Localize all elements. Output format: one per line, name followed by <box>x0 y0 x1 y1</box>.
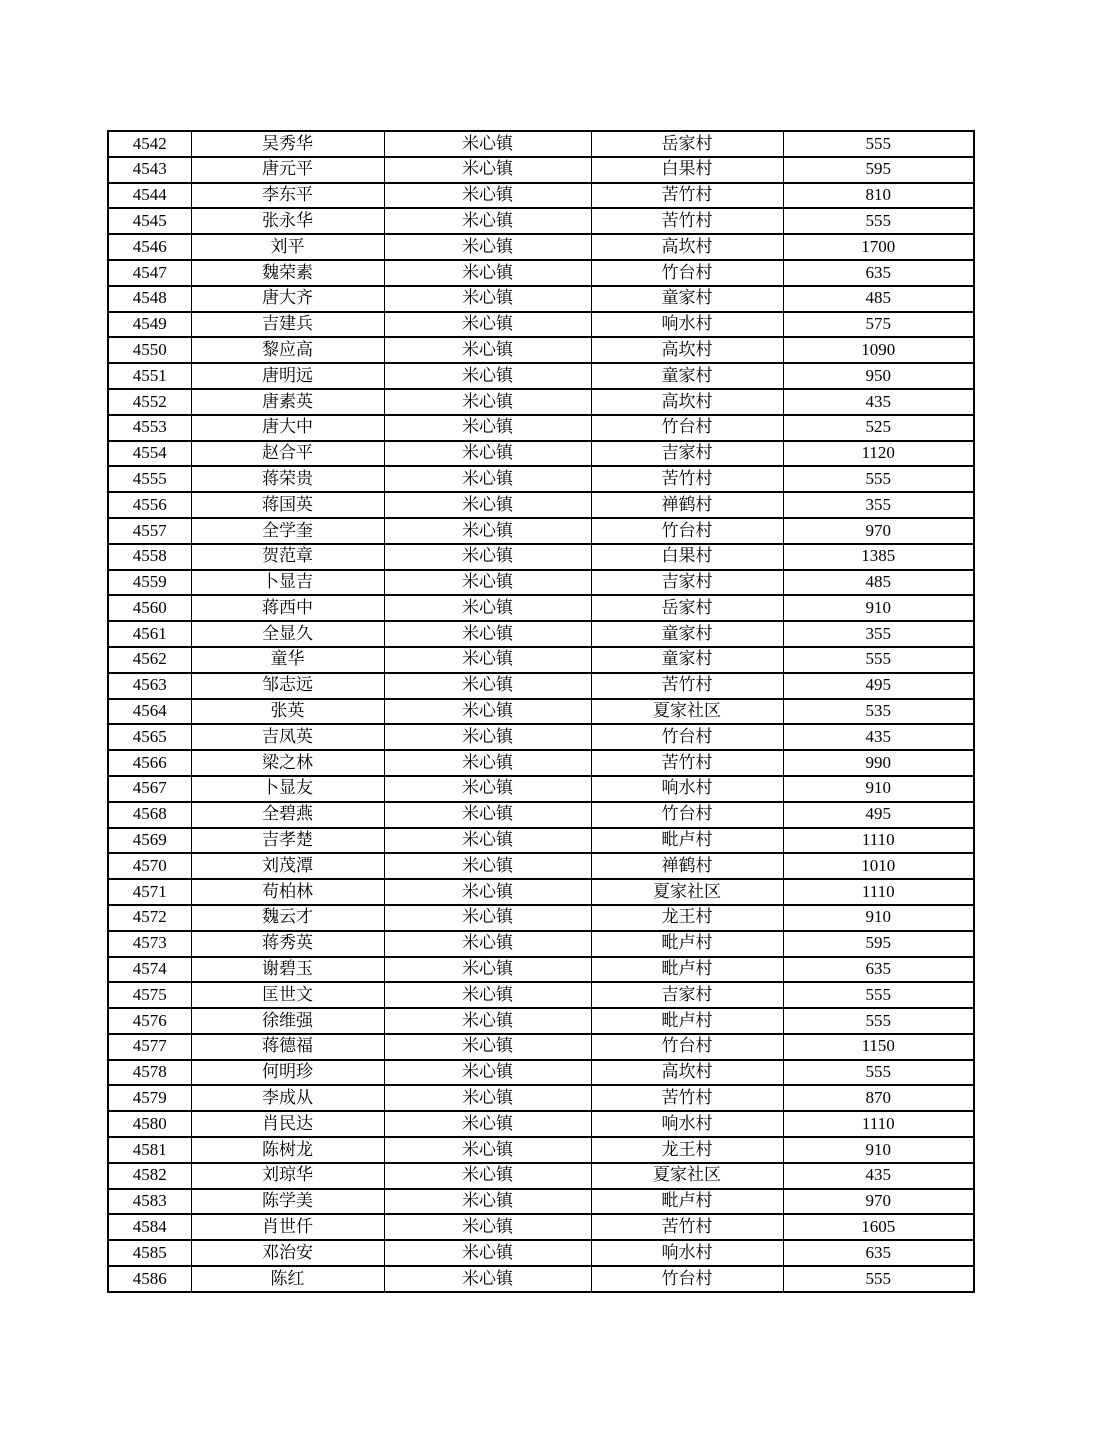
table-row <box>108 621 974 647</box>
amount-cell: 1605 <box>783 1214 974 1240</box>
name-cell: 全碧燕 <box>191 802 384 828</box>
name-cell: 何明珍 <box>191 1060 384 1086</box>
id-cell: 4546 <box>108 234 191 260</box>
name-cell: 蒋秀英 <box>191 931 384 957</box>
amount-cell: 635 <box>783 957 974 983</box>
amount-cell: 355 <box>783 492 974 518</box>
name-cell: 李东平 <box>191 183 384 209</box>
town-cell: 米心镇 <box>384 750 591 776</box>
town-cell: 米心镇 <box>384 879 591 905</box>
amount-cell: 595 <box>783 931 974 957</box>
id-cell: 4544 <box>108 183 191 209</box>
table-row <box>108 208 974 234</box>
amount-cell: 870 <box>783 1085 974 1111</box>
id-cell: 4557 <box>108 518 191 544</box>
amount-cell: 1110 <box>783 879 974 905</box>
town-cell: 米心镇 <box>384 131 591 157</box>
village-cell: 苦竹村 <box>591 466 783 492</box>
table-row <box>108 879 974 905</box>
amount-cell: 435 <box>783 724 974 750</box>
name-cell: 梁之林 <box>191 750 384 776</box>
name-cell: 卜显友 <box>191 776 384 802</box>
table-row <box>108 931 974 957</box>
id-cell: 4567 <box>108 776 191 802</box>
table-row <box>108 673 974 699</box>
town-cell: 米心镇 <box>384 466 591 492</box>
id-cell: 4549 <box>108 312 191 338</box>
table-row <box>108 570 974 596</box>
name-cell: 苟柏林 <box>191 879 384 905</box>
name-cell: 蒋国英 <box>191 492 384 518</box>
amount-cell: 910 <box>783 595 974 621</box>
amount-cell: 435 <box>783 1163 974 1189</box>
town-cell: 米心镇 <box>384 1189 591 1215</box>
table-row <box>108 337 974 363</box>
name-cell: 张永华 <box>191 208 384 234</box>
town-cell: 米心镇 <box>384 802 591 828</box>
town-cell: 米心镇 <box>384 931 591 957</box>
table-row <box>108 1163 974 1189</box>
name-cell: 蒋德福 <box>191 1034 384 1060</box>
table-row <box>108 699 974 725</box>
amount-cell: 1090 <box>783 337 974 363</box>
table-row <box>108 647 974 673</box>
id-cell: 4579 <box>108 1085 191 1111</box>
table-row <box>108 157 974 183</box>
table-row <box>108 234 974 260</box>
name-cell: 卜显吉 <box>191 570 384 596</box>
id-cell: 4545 <box>108 208 191 234</box>
name-cell: 黎应高 <box>191 337 384 363</box>
town-cell: 米心镇 <box>384 183 591 209</box>
amount-cell: 1700 <box>783 234 974 260</box>
name-cell: 童华 <box>191 647 384 673</box>
id-cell: 4576 <box>108 1008 191 1034</box>
table-row <box>108 518 974 544</box>
name-cell: 唐大中 <box>191 415 384 441</box>
name-cell: 蒋西中 <box>191 595 384 621</box>
id-cell: 4550 <box>108 337 191 363</box>
id-cell: 4563 <box>108 673 191 699</box>
table-row <box>108 853 974 879</box>
village-cell: 童家村 <box>591 363 783 389</box>
records-table-body <box>108 131 974 1292</box>
amount-cell: 555 <box>783 1008 974 1034</box>
amount-cell: 910 <box>783 776 974 802</box>
id-cell: 4565 <box>108 724 191 750</box>
id-cell: 4555 <box>108 466 191 492</box>
amount-cell: 1010 <box>783 853 974 879</box>
town-cell: 米心镇 <box>384 518 591 544</box>
name-cell: 唐元平 <box>191 157 384 183</box>
name-cell: 蒋荣贵 <box>191 466 384 492</box>
village-cell: 毗卢村 <box>591 828 783 854</box>
village-cell: 竹台村 <box>591 415 783 441</box>
id-cell: 4569 <box>108 828 191 854</box>
town-cell: 米心镇 <box>384 1137 591 1163</box>
table-row <box>108 982 974 1008</box>
name-cell: 唐大齐 <box>191 286 384 312</box>
table-row <box>108 466 974 492</box>
town-cell: 米心镇 <box>384 492 591 518</box>
id-cell: 4543 <box>108 157 191 183</box>
id-cell: 4580 <box>108 1111 191 1137</box>
village-cell: 竹台村 <box>591 724 783 750</box>
name-cell: 全显久 <box>191 621 384 647</box>
name-cell: 肖世仟 <box>191 1214 384 1240</box>
name-cell: 李成从 <box>191 1085 384 1111</box>
name-cell: 谢碧玉 <box>191 957 384 983</box>
amount-cell: 555 <box>783 208 974 234</box>
amount-cell: 810 <box>783 183 974 209</box>
id-cell: 4554 <box>108 441 191 467</box>
amount-cell: 595 <box>783 157 974 183</box>
village-cell: 苦竹村 <box>591 183 783 209</box>
table-row <box>108 1214 974 1240</box>
amount-cell: 555 <box>783 982 974 1008</box>
name-cell: 吉孝楚 <box>191 828 384 854</box>
amount-cell: 1110 <box>783 828 974 854</box>
table-row <box>108 802 974 828</box>
town-cell: 米心镇 <box>384 982 591 1008</box>
table-row <box>108 828 974 854</box>
name-cell: 陈红 <box>191 1266 384 1292</box>
village-cell: 响水村 <box>591 1111 783 1137</box>
village-cell: 毗卢村 <box>591 1008 783 1034</box>
name-cell: 吉凤英 <box>191 724 384 750</box>
amount-cell: 970 <box>783 518 974 544</box>
village-cell: 竹台村 <box>591 518 783 544</box>
village-cell: 竹台村 <box>591 1034 783 1060</box>
village-cell: 苦竹村 <box>591 1085 783 1111</box>
name-cell: 吉建兵 <box>191 312 384 338</box>
town-cell: 米心镇 <box>384 544 591 570</box>
name-cell: 唐明远 <box>191 363 384 389</box>
town-cell: 米心镇 <box>384 1060 591 1086</box>
town-cell: 米心镇 <box>384 957 591 983</box>
village-cell: 禅鹤村 <box>591 853 783 879</box>
id-cell: 4561 <box>108 621 191 647</box>
id-cell: 4566 <box>108 750 191 776</box>
table-row <box>108 389 974 415</box>
amount-cell: 555 <box>783 1060 974 1086</box>
name-cell: 陈学美 <box>191 1189 384 1215</box>
town-cell: 米心镇 <box>384 1085 591 1111</box>
id-cell: 4582 <box>108 1163 191 1189</box>
town-cell: 米心镇 <box>384 853 591 879</box>
amount-cell: 495 <box>783 673 974 699</box>
village-cell: 禅鹤村 <box>591 492 783 518</box>
table-row <box>108 1060 974 1086</box>
town-cell: 米心镇 <box>384 157 591 183</box>
town-cell: 米心镇 <box>384 441 591 467</box>
town-cell: 米心镇 <box>384 595 591 621</box>
name-cell: 匡世文 <box>191 982 384 1008</box>
amount-cell: 1150 <box>783 1034 974 1060</box>
name-cell: 贺范章 <box>191 544 384 570</box>
table-row <box>108 1034 974 1060</box>
amount-cell: 525 <box>783 415 974 441</box>
table-row <box>108 750 974 776</box>
table-row <box>108 724 974 750</box>
amount-cell: 910 <box>783 1137 974 1163</box>
amount-cell: 555 <box>783 647 974 673</box>
town-cell: 米心镇 <box>384 286 591 312</box>
village-cell: 响水村 <box>591 1240 783 1266</box>
table-row <box>108 776 974 802</box>
town-cell: 米心镇 <box>384 1163 591 1189</box>
id-cell: 4572 <box>108 905 191 931</box>
town-cell: 米心镇 <box>384 905 591 931</box>
town-cell: 米心镇 <box>384 234 591 260</box>
id-cell: 4574 <box>108 957 191 983</box>
name-cell: 陈树龙 <box>191 1137 384 1163</box>
id-cell: 4560 <box>108 595 191 621</box>
village-cell: 童家村 <box>591 286 783 312</box>
name-cell: 张英 <box>191 699 384 725</box>
village-cell: 高坎村 <box>591 337 783 363</box>
id-cell: 4573 <box>108 931 191 957</box>
village-cell: 高坎村 <box>591 389 783 415</box>
name-cell: 刘茂潭 <box>191 853 384 879</box>
name-cell: 吴秀华 <box>191 131 384 157</box>
table-row <box>108 544 974 570</box>
id-cell: 4584 <box>108 1214 191 1240</box>
village-cell: 白果村 <box>591 544 783 570</box>
village-cell: 苦竹村 <box>591 1214 783 1240</box>
id-cell: 4571 <box>108 879 191 905</box>
table-row <box>108 1137 974 1163</box>
table-row <box>108 183 974 209</box>
amount-cell: 990 <box>783 750 974 776</box>
id-cell: 4564 <box>108 699 191 725</box>
amount-cell: 435 <box>783 389 974 415</box>
id-cell: 4570 <box>108 853 191 879</box>
table-row <box>108 312 974 338</box>
name-cell: 魏云才 <box>191 905 384 931</box>
amount-cell: 485 <box>783 570 974 596</box>
village-cell: 毗卢村 <box>591 1189 783 1215</box>
village-cell: 苦竹村 <box>591 673 783 699</box>
amount-cell: 495 <box>783 802 974 828</box>
id-cell: 4583 <box>108 1189 191 1215</box>
amount-cell: 910 <box>783 905 974 931</box>
table-row <box>108 131 974 157</box>
village-cell: 龙王村 <box>591 905 783 931</box>
name-cell: 赵合平 <box>191 441 384 467</box>
id-cell: 4548 <box>108 286 191 312</box>
amount-cell: 1120 <box>783 441 974 467</box>
table-row <box>108 363 974 389</box>
village-cell: 苦竹村 <box>591 750 783 776</box>
village-cell: 高坎村 <box>591 234 783 260</box>
table-row <box>108 415 974 441</box>
name-cell: 全学奎 <box>191 518 384 544</box>
table-row <box>108 1240 974 1266</box>
id-cell: 4578 <box>108 1060 191 1086</box>
id-cell: 4551 <box>108 363 191 389</box>
id-cell: 4586 <box>108 1266 191 1292</box>
table-row <box>108 286 974 312</box>
town-cell: 米心镇 <box>384 312 591 338</box>
town-cell: 米心镇 <box>384 208 591 234</box>
town-cell: 米心镇 <box>384 389 591 415</box>
amount-cell: 555 <box>783 466 974 492</box>
town-cell: 米心镇 <box>384 776 591 802</box>
amount-cell: 635 <box>783 260 974 286</box>
village-cell: 毗卢村 <box>591 931 783 957</box>
town-cell: 米心镇 <box>384 724 591 750</box>
town-cell: 米心镇 <box>384 337 591 363</box>
table-row <box>108 905 974 931</box>
amount-cell: 970 <box>783 1189 974 1215</box>
town-cell: 米心镇 <box>384 699 591 725</box>
id-cell: 4581 <box>108 1137 191 1163</box>
table-row <box>108 1189 974 1215</box>
town-cell: 米心镇 <box>384 828 591 854</box>
id-cell: 4556 <box>108 492 191 518</box>
town-cell: 米心镇 <box>384 621 591 647</box>
village-cell: 竹台村 <box>591 802 783 828</box>
id-cell: 4552 <box>108 389 191 415</box>
amount-cell: 950 <box>783 363 974 389</box>
amount-cell: 1385 <box>783 544 974 570</box>
table-row <box>108 441 974 467</box>
name-cell: 唐素英 <box>191 389 384 415</box>
town-cell: 米心镇 <box>384 363 591 389</box>
village-cell: 童家村 <box>591 647 783 673</box>
amount-cell: 635 <box>783 1240 974 1266</box>
town-cell: 米心镇 <box>384 570 591 596</box>
id-cell: 4553 <box>108 415 191 441</box>
town-cell: 米心镇 <box>384 1034 591 1060</box>
name-cell: 魏荣素 <box>191 260 384 286</box>
table-row <box>108 957 974 983</box>
village-cell: 响水村 <box>591 776 783 802</box>
table-row <box>108 595 974 621</box>
amount-cell: 555 <box>783 131 974 157</box>
name-cell: 徐维强 <box>191 1008 384 1034</box>
id-cell: 4558 <box>108 544 191 570</box>
town-cell: 米心镇 <box>384 260 591 286</box>
village-cell: 吉家村 <box>591 570 783 596</box>
village-cell: 夏家社区 <box>591 879 783 905</box>
village-cell: 高坎村 <box>591 1060 783 1086</box>
name-cell: 刘琼华 <box>191 1163 384 1189</box>
amount-cell: 1110 <box>783 1111 974 1137</box>
village-cell: 夏家社区 <box>591 1163 783 1189</box>
name-cell: 刘平 <box>191 234 384 260</box>
id-cell: 4542 <box>108 131 191 157</box>
town-cell: 米心镇 <box>384 673 591 699</box>
records-table <box>107 130 975 1293</box>
village-cell: 岳家村 <box>591 595 783 621</box>
name-cell: 邓治安 <box>191 1240 384 1266</box>
table-row <box>108 1008 974 1034</box>
town-cell: 米心镇 <box>384 647 591 673</box>
id-cell: 4559 <box>108 570 191 596</box>
village-cell: 毗卢村 <box>591 957 783 983</box>
table-row <box>108 1085 974 1111</box>
id-cell: 4547 <box>108 260 191 286</box>
town-cell: 米心镇 <box>384 1266 591 1292</box>
village-cell: 苦竹村 <box>591 208 783 234</box>
id-cell: 4562 <box>108 647 191 673</box>
amount-cell: 485 <box>783 286 974 312</box>
id-cell: 4575 <box>108 982 191 1008</box>
table-row <box>108 260 974 286</box>
village-cell: 竹台村 <box>591 260 783 286</box>
town-cell: 米心镇 <box>384 1240 591 1266</box>
id-cell: 4577 <box>108 1034 191 1060</box>
village-cell: 童家村 <box>591 621 783 647</box>
amount-cell: 535 <box>783 699 974 725</box>
id-cell: 4568 <box>108 802 191 828</box>
town-cell: 米心镇 <box>384 1008 591 1034</box>
village-cell: 夏家社区 <box>591 699 783 725</box>
amount-cell: 555 <box>783 1266 974 1292</box>
town-cell: 米心镇 <box>384 1214 591 1240</box>
village-cell: 响水村 <box>591 312 783 338</box>
id-cell: 4585 <box>108 1240 191 1266</box>
village-cell: 吉家村 <box>591 441 783 467</box>
village-cell: 岳家村 <box>591 131 783 157</box>
amount-cell: 575 <box>783 312 974 338</box>
name-cell: 肖民达 <box>191 1111 384 1137</box>
village-cell: 吉家村 <box>591 982 783 1008</box>
table-row <box>108 1111 974 1137</box>
amount-cell: 355 <box>783 621 974 647</box>
table-row <box>108 492 974 518</box>
table-row <box>108 1266 974 1292</box>
town-cell: 米心镇 <box>384 415 591 441</box>
town-cell: 米心镇 <box>384 1111 591 1137</box>
name-cell: 邹志远 <box>191 673 384 699</box>
village-cell: 竹台村 <box>591 1266 783 1292</box>
village-cell: 龙王村 <box>591 1137 783 1163</box>
village-cell: 白果村 <box>591 157 783 183</box>
